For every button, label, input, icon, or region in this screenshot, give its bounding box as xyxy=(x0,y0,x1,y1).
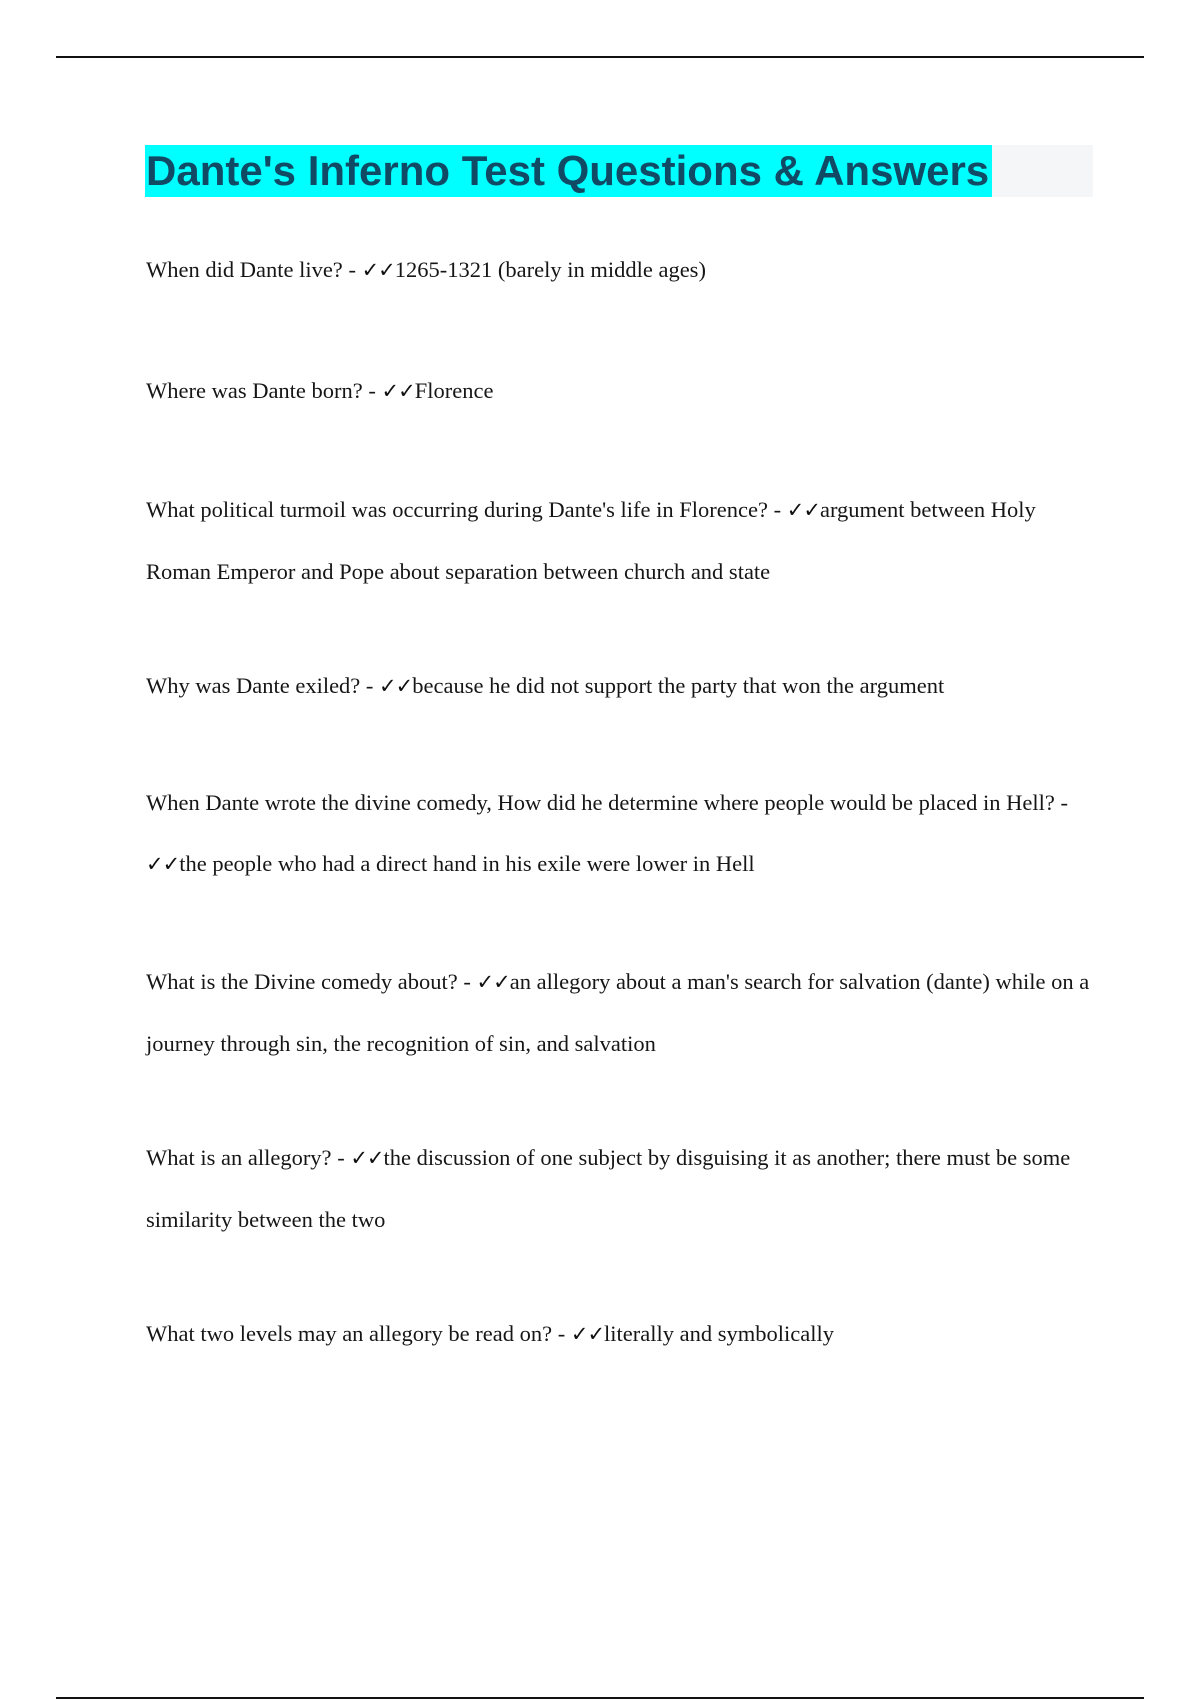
double-check-icon: ✓✓ xyxy=(379,674,413,698)
separator: - xyxy=(552,1321,571,1346)
qa-item-6 xyxy=(146,951,1106,1074)
double-check-icon: ✓✓ xyxy=(350,1146,384,1170)
separator: - xyxy=(768,497,787,522)
double-check-icon: ✓✓ xyxy=(381,379,415,403)
double-check-icon: ✓✓ xyxy=(361,258,395,282)
answer-text: the people who had a direct hand in his exile were lower in Hell xyxy=(179,851,755,876)
question-text: What political turmoil was occurring during Dante's life in Florence? xyxy=(146,497,768,522)
top-rule xyxy=(56,56,1144,58)
separator: - xyxy=(360,673,380,698)
double-check-icon: ✓✓ xyxy=(570,1322,605,1346)
question-text: Why was Dante exiled? xyxy=(146,673,361,698)
bottom-rule xyxy=(56,1697,1144,1699)
question-text: When Dante wrote the divine comedy, How did he determine where people would be placed in Hell? xyxy=(146,790,1055,815)
double-check-icon: ✓✓ xyxy=(476,970,510,994)
question-text: When did Dante live? xyxy=(146,257,343,282)
separator: - xyxy=(342,257,362,282)
answer-text: an allegory about a man's search for salvation (dante) while on a journey through sin, the recognition of sin, and salvation xyxy=(146,969,1090,1056)
question-text: Where was Dante born? xyxy=(146,378,363,403)
separator: - xyxy=(457,969,477,994)
double-check-icon: ✓✓ xyxy=(786,498,820,522)
qa-item-4 xyxy=(146,655,1106,717)
title-block xyxy=(145,145,1093,197)
answer-text: the discussion of one subject by disguising it as another; there must be some similarity between the two xyxy=(146,1145,1071,1232)
qa-item-8 xyxy=(146,1303,1106,1365)
question-text: What two levels may an allegory be read on? xyxy=(146,1321,553,1346)
separator: - xyxy=(331,1145,351,1170)
document-title: Dante's Inferno Test Questions & Answers xyxy=(145,145,992,197)
answer-text: Florence xyxy=(414,378,494,403)
answer-text: 1265-1321 (barely in middle ages) xyxy=(394,257,706,282)
qa-item-5 xyxy=(146,772,1106,895)
qa-item-2 xyxy=(146,360,1106,422)
answer-text: because he did not support the party that won the argument xyxy=(412,673,945,698)
answer-text: literally and symbolically xyxy=(604,1321,834,1346)
separator: - xyxy=(1054,790,1068,815)
question-text: What is an allegory? xyxy=(146,1145,332,1170)
double-check-icon: ✓✓ xyxy=(146,852,180,876)
qa-item-3 xyxy=(146,479,1106,602)
answer-text: argument between Holy Roman Emperor and Pope about separation between church and state xyxy=(146,497,1036,584)
question-text: What is the Divine comedy about? xyxy=(146,969,458,994)
qa-item-7 xyxy=(146,1127,1106,1250)
separator: - xyxy=(362,378,382,403)
qa-item-1 xyxy=(146,239,1106,301)
